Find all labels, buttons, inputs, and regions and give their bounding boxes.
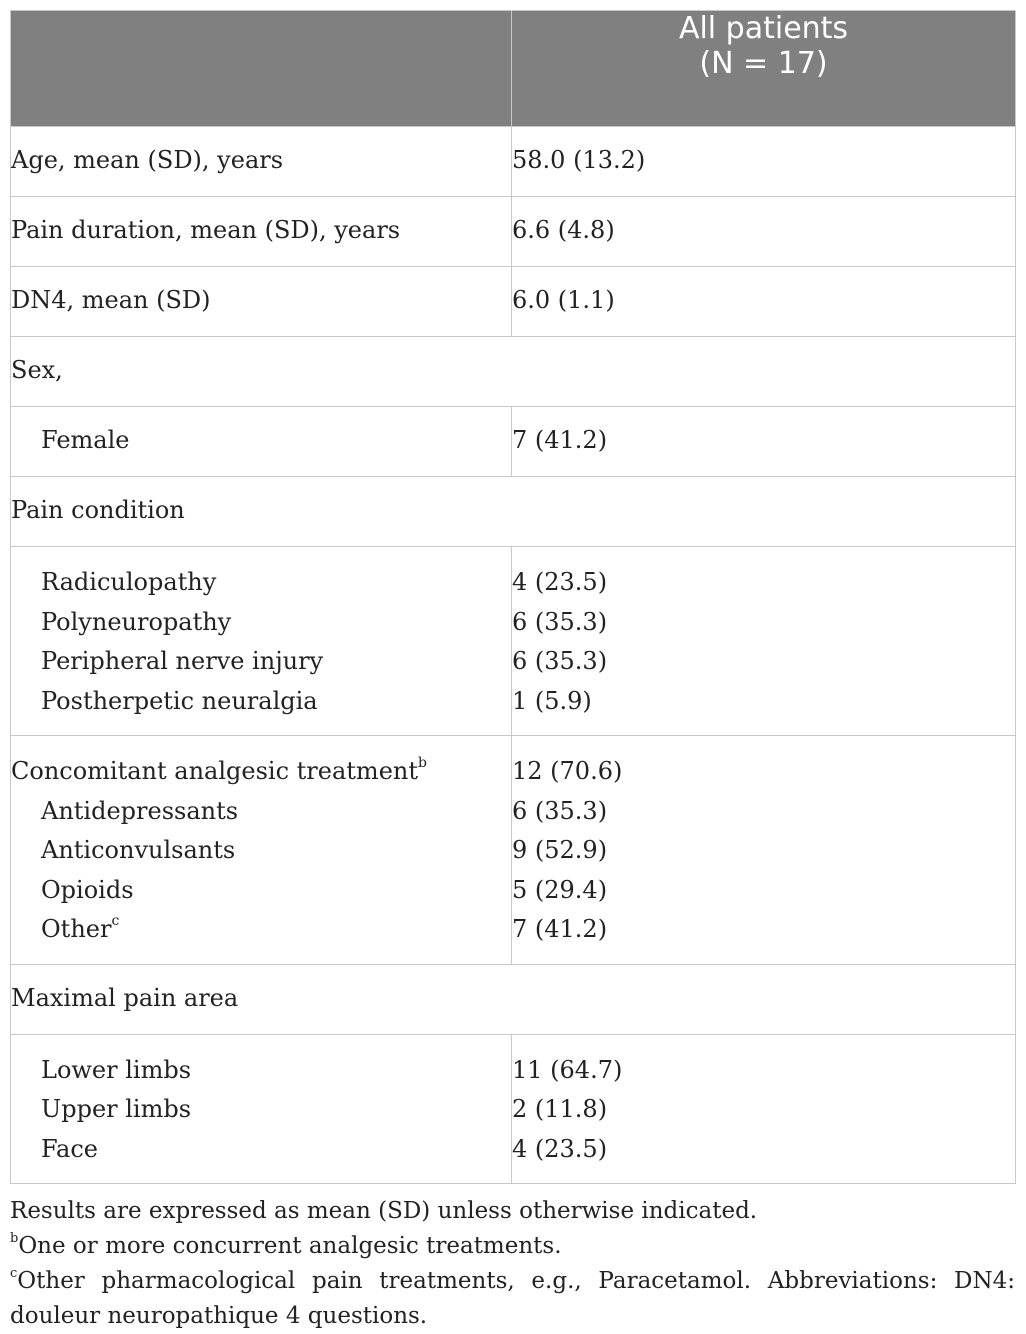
table-footnotes bbox=[10, 1194, 1015, 1334]
row-value: 6.0 (1.1) bbox=[512, 286, 615, 314]
table-row-analgesic-treatment bbox=[11, 736, 1016, 965]
footnote-c bbox=[10, 1264, 1015, 1334]
header-cell-all-patients bbox=[512, 11, 1016, 127]
table-row-pain-duration bbox=[11, 197, 1016, 267]
list-item-value: 7 (41.2) bbox=[512, 915, 608, 943]
table-row-sex-heading bbox=[11, 337, 1016, 407]
list-item-label: Polyneuropathy bbox=[41, 607, 232, 636]
section-heading: Maximal pain area bbox=[11, 983, 239, 1012]
list-item-label: Antidepressants bbox=[41, 796, 239, 825]
footnote-b-marker: b bbox=[10, 1231, 19, 1246]
table-row-dn4 bbox=[11, 267, 1016, 337]
list-item-label: Anticonvulsants bbox=[41, 836, 236, 864]
patient-characteristics-table bbox=[10, 10, 1016, 1184]
list-item-label: Upper limbs bbox=[41, 1095, 192, 1123]
row-value: 58.0 (13.2) bbox=[512, 146, 646, 174]
list-item-value: 4 (23.5) bbox=[512, 1134, 608, 1163]
table-row-max-pain-areas bbox=[11, 1034, 1016, 1184]
list-item-value: 4 (23.5) bbox=[512, 568, 608, 596]
row-value: 6.6 (4.8) bbox=[512, 216, 615, 244]
footnote-marker-c: c bbox=[111, 913, 120, 929]
table-row-pain-conditions bbox=[11, 547, 1016, 736]
table-row-pain-condition-heading bbox=[11, 477, 1016, 547]
row-label: Pain duration, mean (SD), years bbox=[11, 216, 401, 244]
list-item-value: 6 (35.3) bbox=[512, 647, 608, 675]
list-item-other bbox=[11, 910, 511, 950]
list-item-label: Radiculopathy bbox=[41, 568, 217, 596]
list-item-value: 9 (52.9) bbox=[512, 836, 608, 864]
footnote-c-marker: c bbox=[10, 1266, 18, 1281]
section-heading: Sex, bbox=[11, 356, 63, 384]
header-all-patients-label: All patients bbox=[678, 11, 849, 46]
footnote-b bbox=[10, 1229, 1015, 1264]
header-n-count: (N = 17) bbox=[699, 46, 828, 81]
table-row-female bbox=[11, 407, 1016, 477]
list-item-label: Peripheral nerve injury bbox=[41, 647, 324, 675]
analgesic-heading-label: Concomitant analgesic treatment bbox=[11, 757, 418, 785]
list-item-value: 6 (35.3) bbox=[512, 607, 608, 636]
list-item-value: 11 (64.7) bbox=[512, 1055, 623, 1084]
list-item-label: Other bbox=[41, 915, 112, 943]
footnote-results: Results are expressed as mean (SD) unless otherwise indicated. bbox=[10, 1198, 758, 1224]
row-label: Age, mean (SD), years bbox=[11, 146, 284, 174]
row-value: 7 (41.2) bbox=[512, 426, 608, 454]
analgesic-heading bbox=[11, 752, 511, 792]
footnote-marker-b: b bbox=[418, 755, 427, 771]
row-label: DN4, mean (SD) bbox=[11, 286, 211, 314]
list-item-label: Postherpetic neuralgia bbox=[41, 686, 318, 715]
list-item-value: 5 (29.4) bbox=[512, 875, 608, 904]
list-item-label: Lower limbs bbox=[41, 1055, 192, 1084]
table-header-row bbox=[11, 11, 1016, 127]
row-label: Female bbox=[41, 426, 130, 454]
table-row-max-pain-area-heading bbox=[11, 964, 1016, 1034]
list-item-value: 1 (5.9) bbox=[512, 686, 592, 715]
list-item-value: 6 (35.3) bbox=[512, 796, 608, 825]
header-cell-empty bbox=[11, 11, 512, 127]
list-item-label: Opioids bbox=[41, 875, 134, 904]
list-item-value: 2 (11.8) bbox=[512, 1095, 608, 1123]
section-heading: Pain condition bbox=[11, 496, 185, 524]
table-container bbox=[10, 10, 1015, 1334]
footnote-b-text: One or more concurrent analgesic treatments. bbox=[18, 1233, 562, 1259]
analgesic-total-value: 12 (70.6) bbox=[512, 757, 623, 785]
footnote-c-text: Other pharmacological pain treatments, e.g., Paracetamol. Abbreviations: DN4: douleur neuropathique 4 questions. bbox=[10, 1268, 1015, 1329]
table-row-age bbox=[11, 127, 1016, 197]
list-item-label: Face bbox=[41, 1134, 98, 1163]
